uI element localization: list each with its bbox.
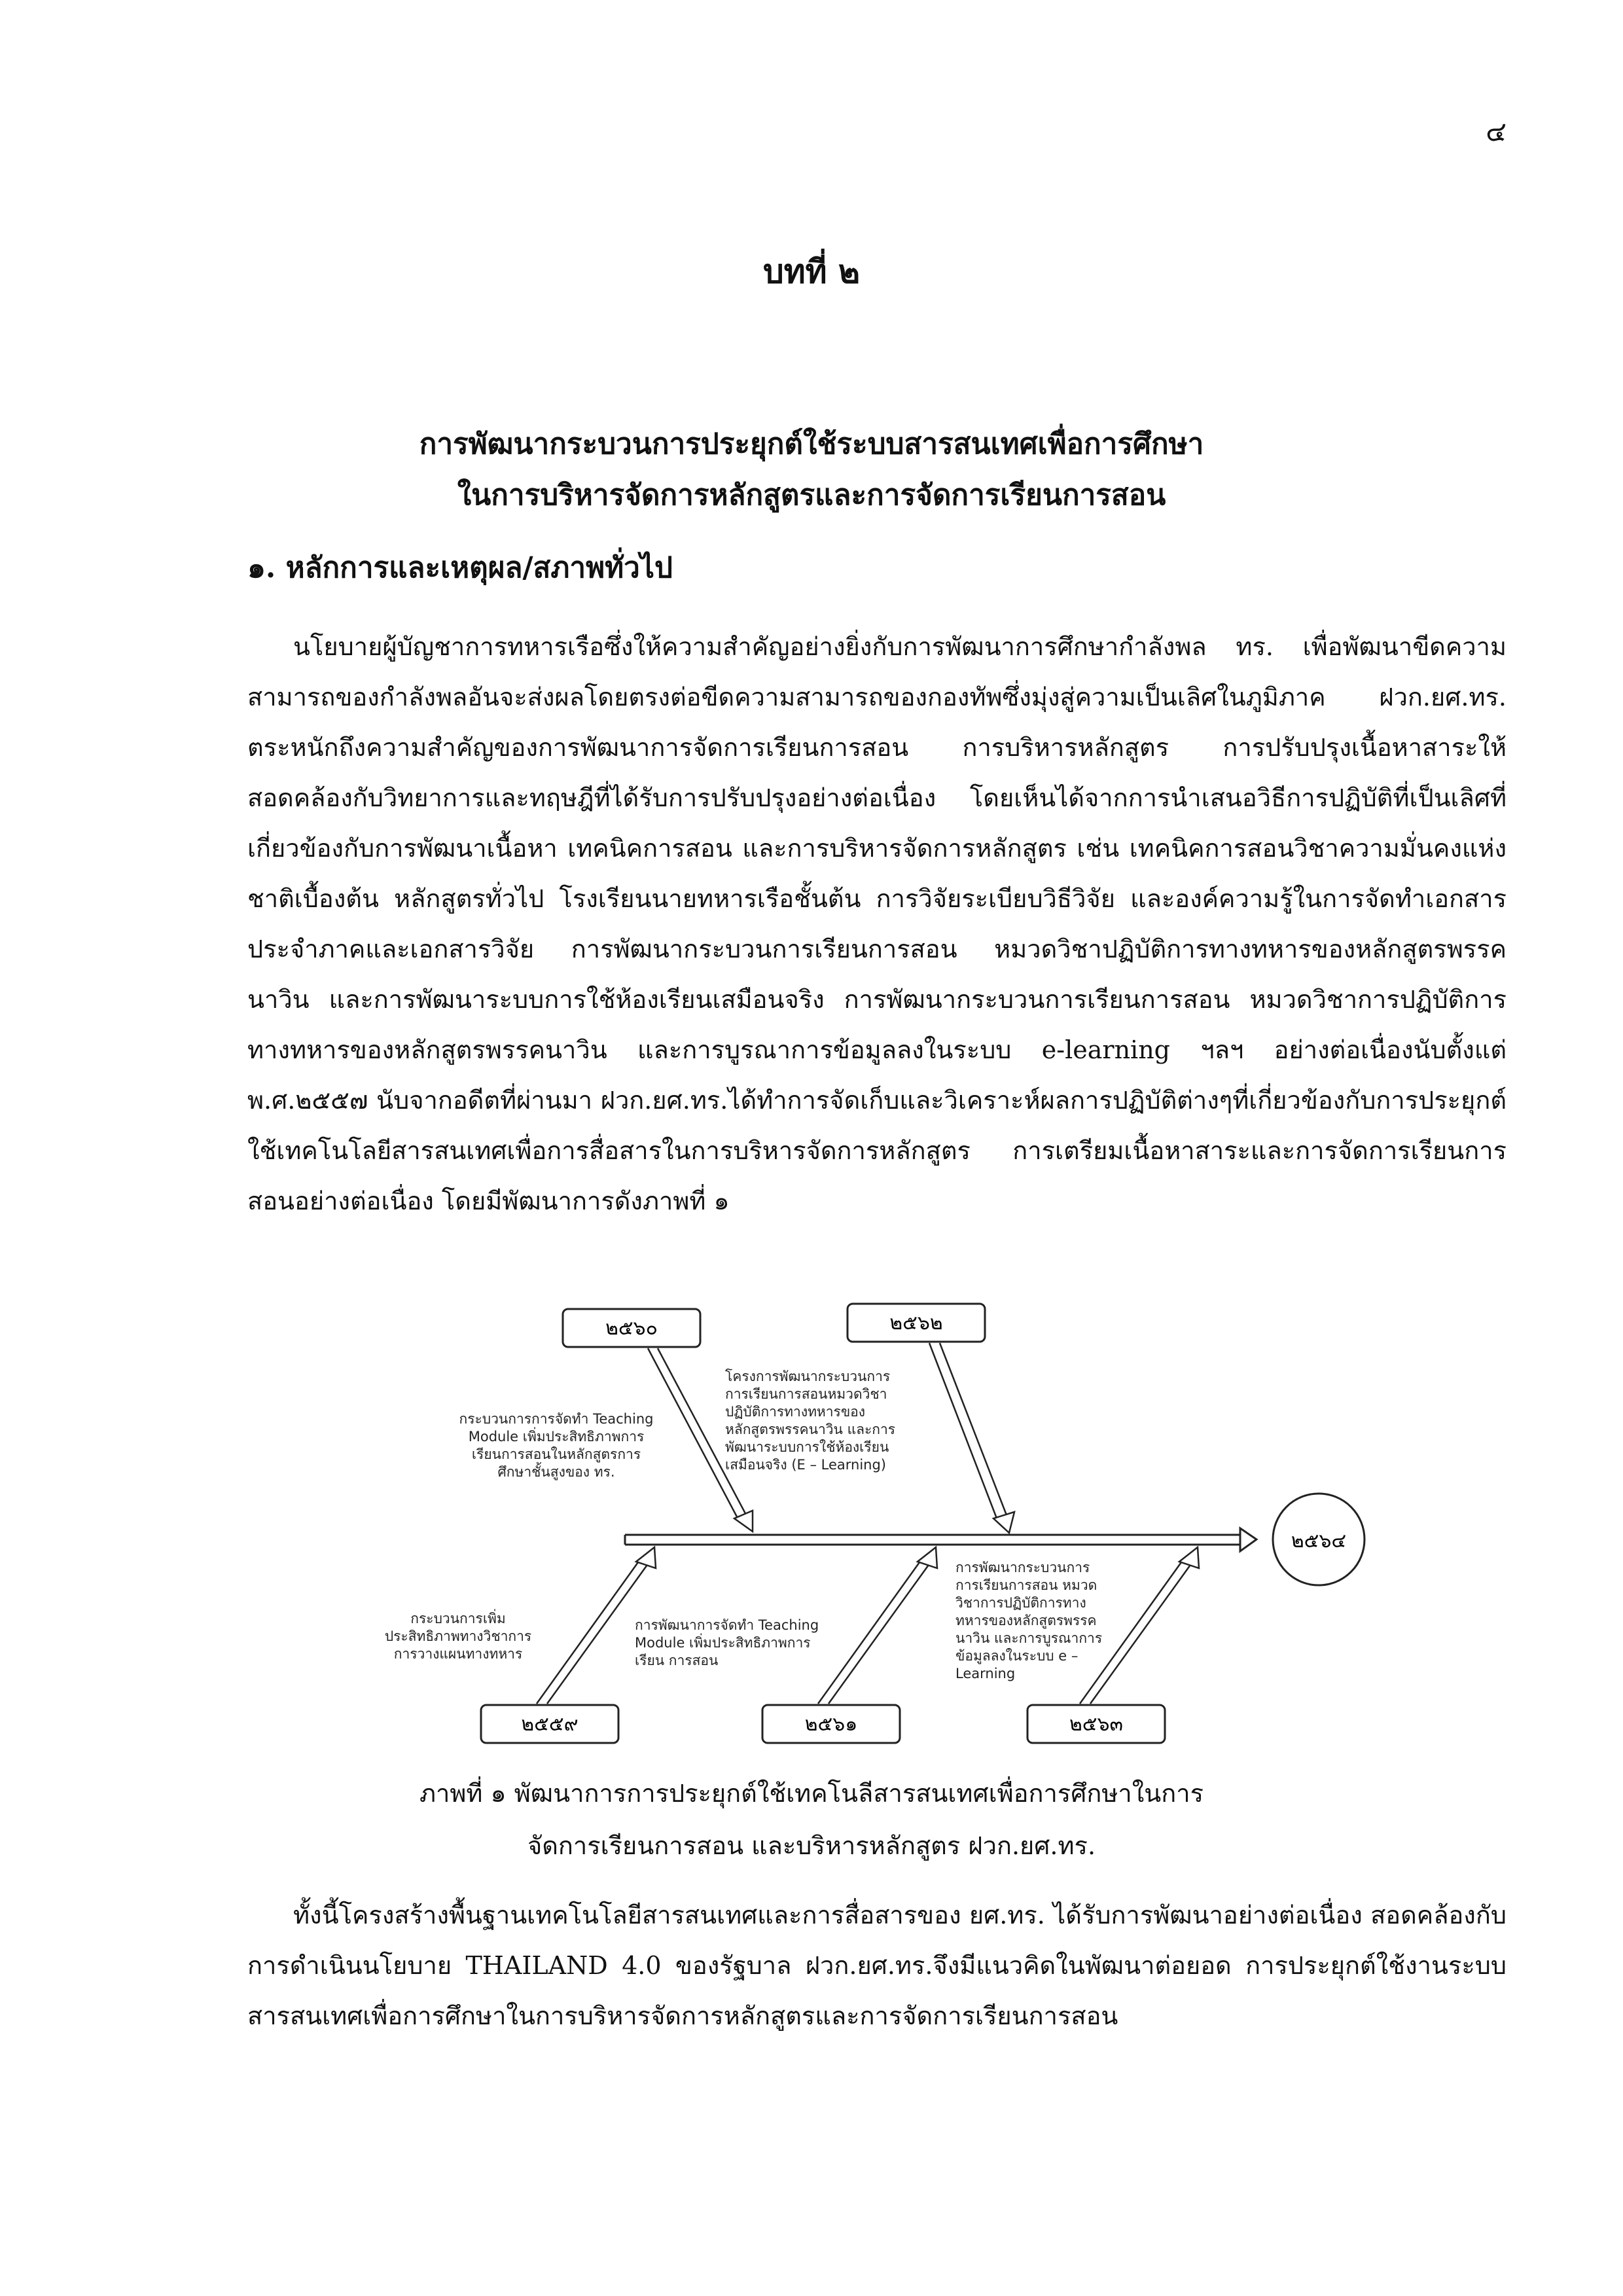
label-2562-line-2: การเรียนการสอนหมวดวิชา bbox=[725, 1386, 887, 1402]
label-2562 bbox=[725, 1369, 895, 1473]
label-2563-line-6: ข้อมูลลงในระบบ e – bbox=[955, 1648, 1079, 1664]
label-2562-line-4: หลักสูตรพรรคนาวิน และการ bbox=[725, 1422, 896, 1437]
title-line-1: การพัฒนากระบวนการประยุกต์ใช้ระบบสารสนเทศเพื่อการศึกษา bbox=[419, 427, 1204, 461]
label-2559 bbox=[385, 1609, 531, 1662]
label-2563 bbox=[955, 1560, 1102, 1681]
figure-caption bbox=[0, 1767, 1623, 1872]
box-year-2562 bbox=[847, 1304, 985, 1342]
caption-line-2: จัดการเรียนการสอน และบริหารหลักสูตร ฝวก.ยศ.ทร. bbox=[527, 1831, 1096, 1860]
label-2560-line-1: กระบวนการการจัดทำ Teaching bbox=[459, 1411, 654, 1427]
paragraph-2-text: ทั้งนี้โครงสร้างพื้นฐานเทคโนโลยีสารสนเทศและการสื่อสารของ ยศ.ทร. ได้รับการพัฒนาอย่างต่อเนื่อง สอดคล้องกับการดำเนินนโยบาย THAILAND 4.0 ของรัฐบาล ฝวก.ยศ.ทร.จึงมีแนวคิดในพัฒนาต่อยอด การประยุกต์ใช้งานระบบสารสนเทศเพื่อการศึกษาในการบริหารจัดการหลักสูตรและการจัดการเรียนการสอน bbox=[247, 1901, 1507, 2030]
label-2563-line-2: การเรียนการสอน หมวด bbox=[955, 1577, 1097, 1593]
label-2562-line-5: พัฒนาระบบการใช้ห้องเรียน bbox=[725, 1439, 889, 1455]
year-2561-label: ๒๕๖๑ bbox=[804, 1713, 858, 1736]
label-2563-line-4: ทหารของหลักสูตรพรรค bbox=[955, 1613, 1097, 1628]
label-2560-line-2: Module เพิ่มประสิทธิภาพการ bbox=[468, 1429, 645, 1444]
label-2563-line-5: นาวิน และการบูรณาการ bbox=[955, 1630, 1103, 1646]
label-2561-line-1: การพัฒนาการจัดทำ Teaching bbox=[635, 1617, 819, 1633]
page-number: ๔ bbox=[1486, 115, 1507, 147]
paragraph-1-text: นโยบายผู้บัญชาการทหารเรือซึ่งให้ความสำคัญอย่างยิ่งกับการพัฒนาการศึกษากำลังพล ทร. เพื่อพัฒนาขีดความสามารถของกำลังพลอันจะส่งผลโดยตรงต่อขีดความสามารถของกองทัพซึ่งมุ่งสู่ความเป็นเลิศในภูมิภาค ฝวก.ยศ.ทร. ตระหนักถึงความสำคัญของการพัฒนาการจัดการเรียนการสอน การบริหารหลักสูตร การปรับปรุงเนื้อหาสาระให้สอดคล้องกับวิทยาการและทฤษฎีที่ได้รับการปรับปรุงอย่างต่อเนื่อง โดยเห็นได้จากการนำเสนอวิธีการปฏิบัติที่เป็นเลิศที่เกี่ยวข้องกับการพัฒนาเนื้อหา เทคนิคการสอน และการบริหารจัดการหลักสูตร เช่น เทคนิคการสอนวิชาความมั่นคงแห่งชาติเบื้องต้น หลักสูตรทั่วไป โรงเรียนนายทหารเรือชั้นต้น การวิจัยระเบียบวิธีวิจัย และองค์ความรู้ในการจัดทำเอกสารประจำภาคและเอกสารวิจัย การพัฒนากระบวนการเรียนการสอน หมวดวิชาปฏิบัติการทางทหารของหลักสูตรพรรคนาวิน และการพัฒนาระบบการใช้ห้องเรียนเสมือนจริง การพัฒนากระบวนการเรียนการสอน หมวดวิชาการปฏิบัติการทางทหารของหลักสูตรพรรคนาวิน และการบูรณาการข้อมูลลงในระบบ e-learning ฯลฯ อย่างต่อเนื่องนับตั้งแต่ พ.ศ.๒๕๕๗ นับจากอดีตที่ผ่านมา ฝวก.ยศ.ทร.ได้ทำการจัดเก็บและวิเคราะห์ผลการปฏิบัติต่างๆที่เกี่ยวข้องกับการประยุกต์ใช้เทคโนโลยีสารสนเทศเพื่อการสื่อสารในการบริหารจัดการหลักสูตร การเตรียมเนื้อหาสาระและการจัดการเรียนการสอนอย่างต่อเนื่อง โดยมีพัฒนาการดังภาพที่ ๑ bbox=[247, 632, 1507, 1215]
label-2563-line-1: การพัฒนากระบวนการ bbox=[955, 1560, 1090, 1575]
label-2563-line-3: วิชาการปฏิบัติการทาง bbox=[955, 1595, 1086, 1611]
head-year-2564 bbox=[1273, 1494, 1364, 1585]
label-2561-line-2: Module เพิ่มประสิทธิภาพการ bbox=[635, 1635, 811, 1651]
fishbone-diagram bbox=[366, 1296, 1414, 1754]
label-2563-line-7: Learning bbox=[955, 1666, 1016, 1681]
year-2564-label: ๒๕๖๔ bbox=[1291, 1530, 1347, 1552]
label-2561 bbox=[635, 1617, 819, 1668]
year-2560-label: ๒๕๖๐ bbox=[605, 1317, 658, 1340]
title-line-2: ในการบริหารจัดการหลักสูตรและการจัดการเรียนการสอน bbox=[457, 478, 1166, 512]
fishbone-figure bbox=[366, 1296, 1414, 1754]
caption-line-1: ภาพที่ ๑ พัฒนาการการประยุกต์ใช้เทคโนลีสารสนเทศเพื่อการศึกษาในการ bbox=[419, 1779, 1204, 1808]
label-2559-line-3: การวางแผนทางทหาร bbox=[393, 1646, 523, 1662]
label-2562-line-3: ปฏิบัติการทางทหารของ bbox=[725, 1404, 866, 1420]
year-2563-label: ๒๕๖๓ bbox=[1069, 1713, 1124, 1736]
box-year-2561 bbox=[762, 1705, 900, 1743]
chapter-heading: บทที่ ๒ bbox=[762, 252, 861, 291]
label-2562-line-6: เสมือนจริง (E – Learning) bbox=[725, 1457, 886, 1473]
spine-arrow bbox=[625, 1528, 1257, 1551]
label-2559-line-2: ประสิทธิภาพทางวิชาการ bbox=[384, 1628, 532, 1644]
label-2560-line-3: เรียนการสอนในหลักสูตรการ bbox=[471, 1446, 641, 1462]
label-2560-line-4: ศึกษาชั้นสูงของ ทร. bbox=[497, 1464, 615, 1480]
document-title bbox=[0, 419, 1623, 521]
label-2562-line-1: โครงการพัฒนากระบวนการ bbox=[725, 1369, 891, 1384]
year-2562-label: ๒๕๖๒ bbox=[889, 1312, 943, 1335]
box-year-2559 bbox=[481, 1705, 618, 1743]
label-2560 bbox=[459, 1411, 654, 1480]
label-2561-line-3: เรียน การสอน bbox=[635, 1653, 719, 1668]
paragraph-2 bbox=[247, 1890, 1507, 2041]
section-heading: ๑. หลักการและเหตุผล/สภาพทั่วไป bbox=[247, 551, 673, 584]
label-2559-line-1: กระบวนการเพิ่ม bbox=[410, 1611, 506, 1626]
box-year-2560 bbox=[563, 1309, 700, 1347]
box-year-2563 bbox=[1027, 1705, 1165, 1743]
paragraph-1 bbox=[247, 622, 1507, 1227]
year-2559-label: ๒๕๕๙ bbox=[521, 1713, 579, 1736]
